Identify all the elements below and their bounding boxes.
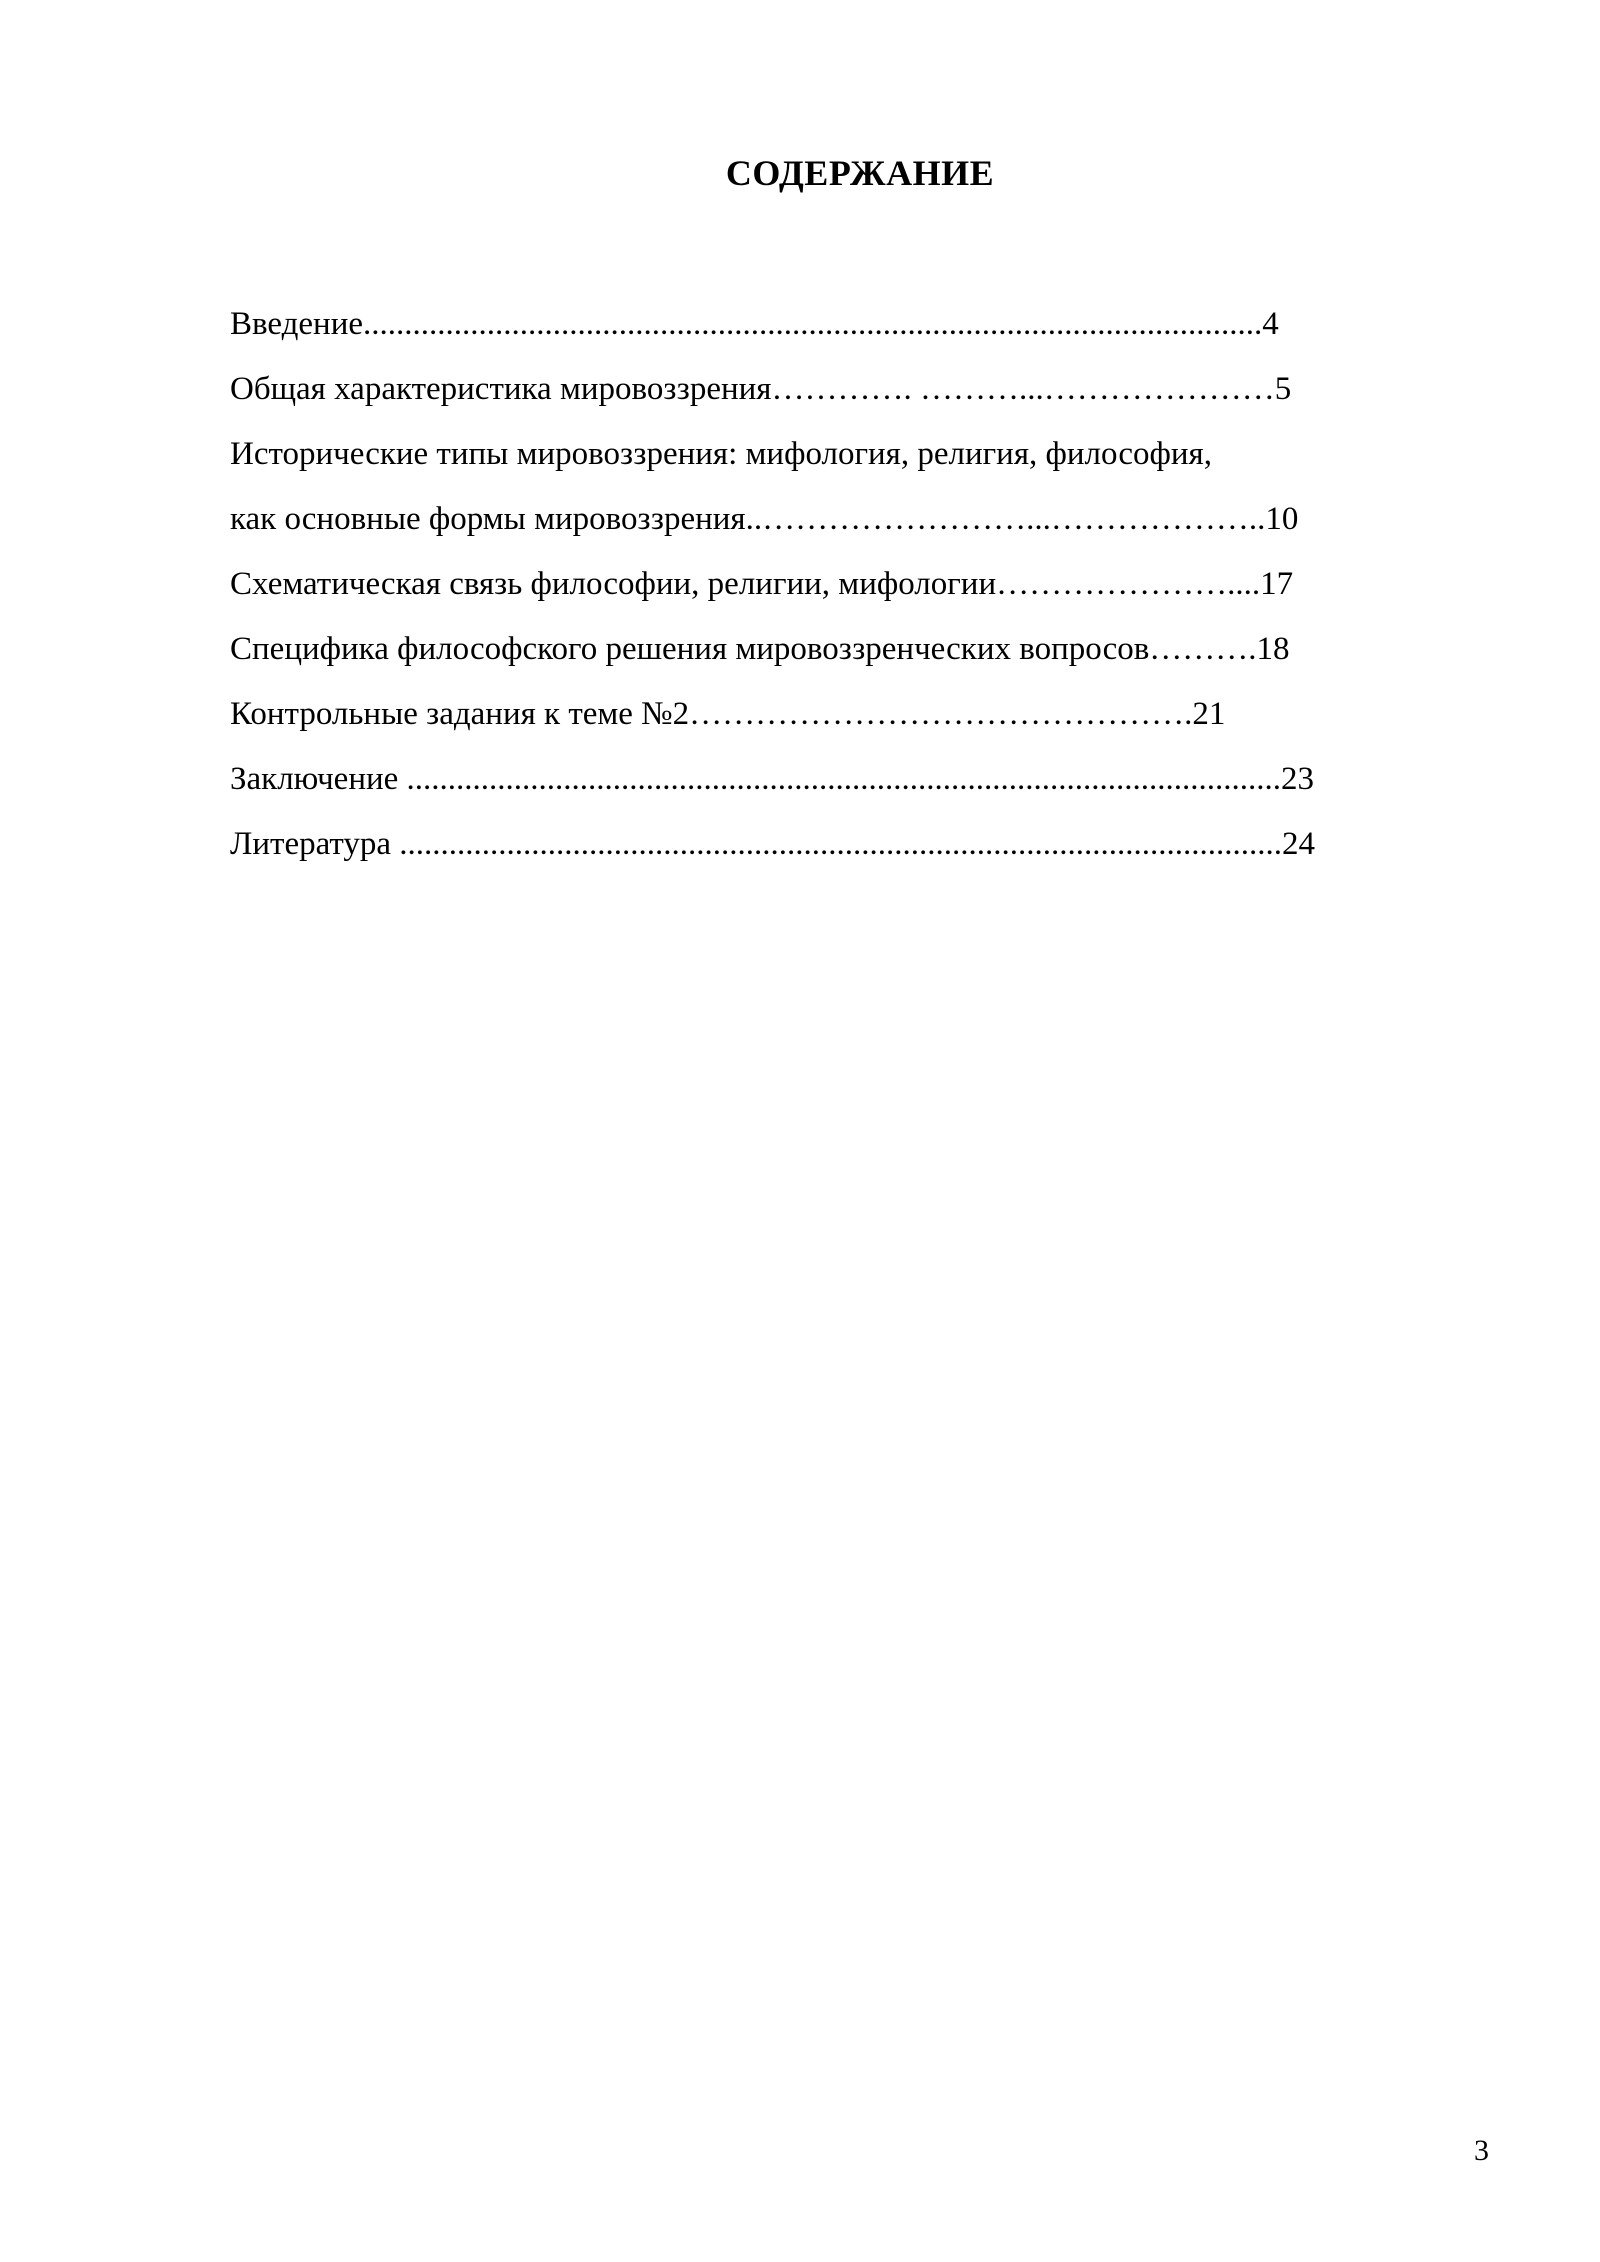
toc-entry-literature[interactable]: Литература ...........................................................................................................24 — [230, 826, 1316, 862]
toc-title: СОДЕРЖАНИЕ — [725, 153, 995, 193]
toc-entry-conclusion[interactable]: Заключение ..........................................................................................................23 — [230, 761, 1315, 797]
toc-entry-historical-types-line1[interactable]: Исторические типы мировоззрения: мифология, религия, философия, — [230, 436, 1212, 472]
table-of-contents — [230, 292, 1450, 877]
toc-entry-general-characteristics[interactable]: Общая характеристика мировоззрения…………. ………...…………………5 — [230, 371, 1292, 407]
toc-entry-historical-types-line2[interactable]: как основные формы мировоззрения..……………………...………………..10 — [230, 501, 1299, 537]
toc-entry-introduction[interactable]: Введение.............................................................................................................4 — [230, 306, 1279, 342]
page-number: 3 — [1474, 2134, 1489, 2167]
toc-entry-schematic-relation[interactable]: Схематическая связь философии, религии, мифологии…………………....17 — [230, 566, 1294, 602]
toc-entry-philosophy-specifics[interactable]: Специфика философского решения мировоззренческих вопросов……….18 — [230, 631, 1290, 667]
toc-entry-control-tasks[interactable]: Контрольные задания к теме №2……………………………………….21 — [230, 696, 1226, 732]
